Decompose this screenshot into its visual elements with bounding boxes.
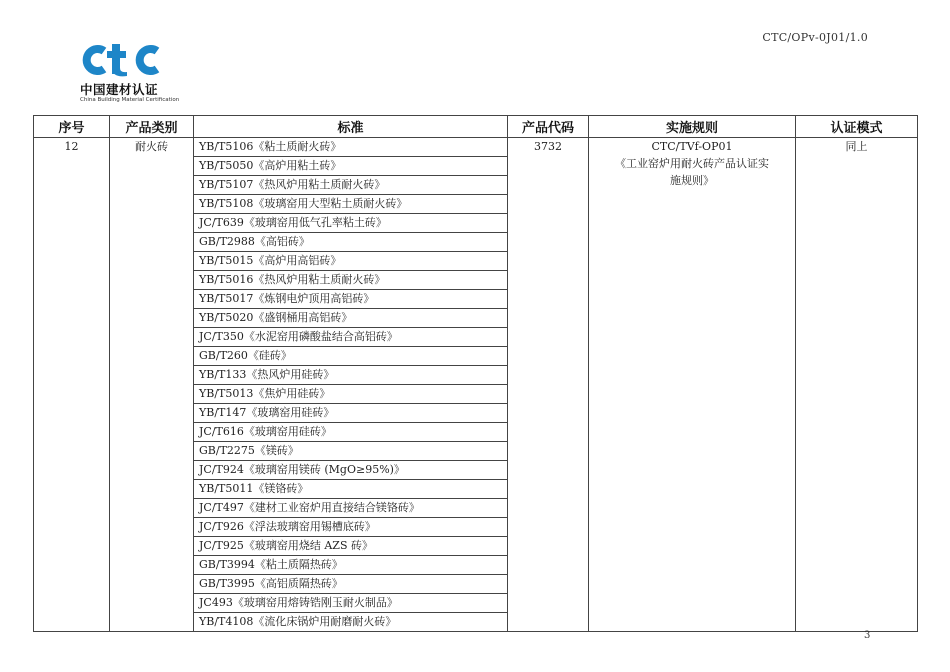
standard-cell: YB/T4108《流化床锅炉用耐磨耐火砖》	[194, 613, 508, 632]
standard-cell: YB/T5011《镁铬砖》	[194, 480, 508, 499]
header-mode: 认证模式	[796, 116, 918, 138]
row-no: 12	[34, 138, 110, 632]
row-product-code: 3732	[508, 138, 589, 632]
header-rules: 实施规则	[589, 116, 796, 138]
standard-cell: YB/T5017《炼钢电炉顶用高铝砖》	[194, 290, 508, 309]
standard-cell: JC/T926《浮法玻璃窑用锡槽底砖》	[194, 518, 508, 537]
standard-cell: YB/T5107《热风炉用粘土质耐火砖》	[194, 176, 508, 195]
standard-cell: JC/T350《水泥窑用磷酸盐结合高铝砖》	[194, 328, 508, 347]
standard-cell: JC/T497《建材工业窑炉用直接结合镁铬砖》	[194, 499, 508, 518]
table-row	[34, 138, 918, 157]
standard-cell: JC/T616《玻璃窑用硅砖》	[194, 423, 508, 442]
header-category: 产品类别	[110, 116, 194, 138]
standard-cell: GB/T3994《粘土质隔热砖》	[194, 556, 508, 575]
rule-line: 《工业窑炉用耐火砖产品认证实	[615, 157, 769, 170]
row-rules	[589, 138, 796, 632]
page-number: 3	[864, 630, 871, 641]
standard-cell: GB/T2988《高铝砖》	[194, 233, 508, 252]
standard-cell: YB/T5013《焦炉用硅砖》	[194, 385, 508, 404]
ctc-logo	[80, 42, 180, 108]
certification-table	[33, 115, 918, 632]
standard-cell: JC/T639《玻璃窑用低气孔率粘土砖》	[194, 214, 508, 233]
standard-cell: YB/T5050《高炉用粘土砖》	[194, 157, 508, 176]
header-no: 序号	[34, 116, 110, 138]
table-header-row	[34, 116, 918, 138]
row-category: 耐火砖	[110, 138, 194, 632]
row-mode: 同上	[796, 138, 918, 632]
standard-cell: YB/T5106《粘土质耐火砖》	[194, 138, 508, 157]
standard-cell: GB/T260《硅砖》	[194, 347, 508, 366]
standard-cell: YB/T5015《高炉用高铝砖》	[194, 252, 508, 271]
document-code: CTC/OPv-0J01/1.0	[762, 31, 868, 44]
standard-cell: YB/T5020《盛钢桶用高铝砖》	[194, 309, 508, 328]
standard-cell: JC493《玻璃窑用熔铸锆刚玉耐火制品》	[194, 594, 508, 613]
header-product-code: 产品代码	[508, 116, 589, 138]
ctc-logo-mark	[80, 42, 162, 78]
logo-chinese-name: 中国建材认证	[80, 82, 159, 97]
rule-line: CTC/TVf-OP01	[651, 140, 733, 153]
standard-cell: YB/T5016《热风炉用粘土质耐火砖》	[194, 271, 508, 290]
rule-line: 施规则》	[670, 174, 714, 187]
standard-cell: GB/T3995《高铝质隔热砖》	[194, 575, 508, 594]
logo-english-name: China Building Material Certification	[80, 97, 180, 103]
standard-cell: YB/T133《热风炉用硅砖》	[194, 366, 508, 385]
standard-cell: JC/T925《玻璃窑用烧结 AZS 砖》	[194, 537, 508, 556]
standard-cell: YB/T5108《玻璃窑用大型粘土质耐火砖》	[194, 195, 508, 214]
header-standard: 标准	[194, 116, 508, 138]
standard-cell: GB/T2275《镁砖》	[194, 442, 508, 461]
standard-cell: JC/T924《玻璃窑用镁砖 (MgO≥95%)》	[194, 461, 508, 480]
standard-cell: YB/T147《玻璃窑用硅砖》	[194, 404, 508, 423]
